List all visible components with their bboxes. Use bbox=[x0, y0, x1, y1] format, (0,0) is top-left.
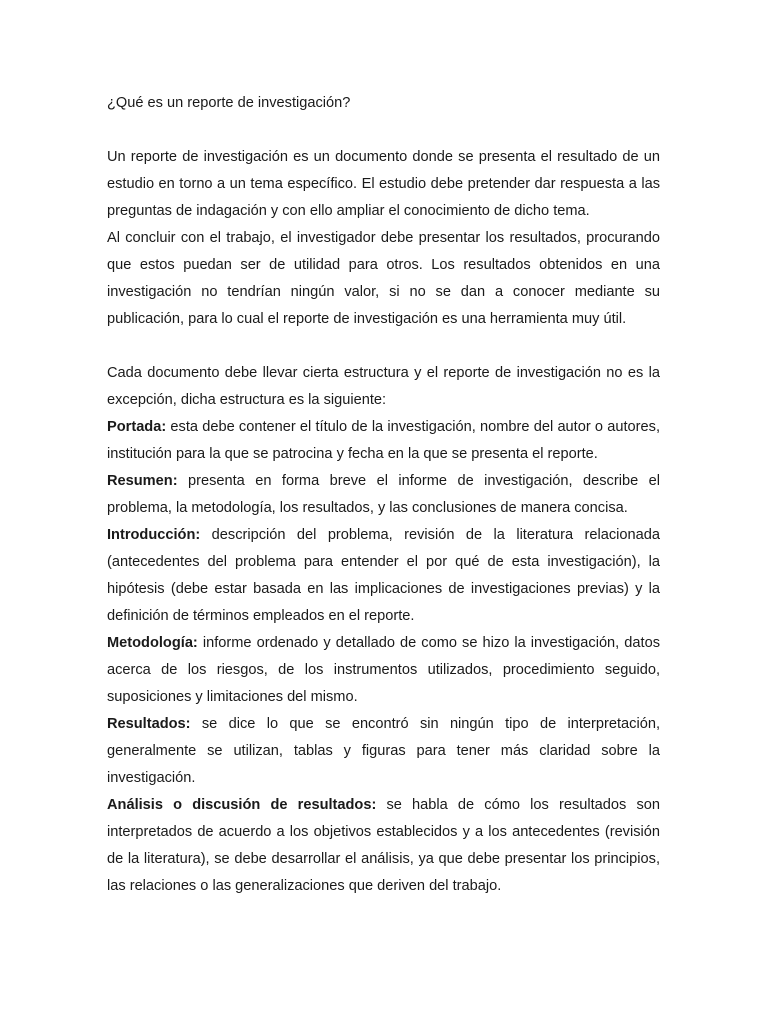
section-text: se habla de cómo los resultados son interpretados de acuerdo a los objetivos establecidos y a los antecedentes (revisión de la literatura), se debe desarrollar el análisis, ya que debe presentar los principios, las relaciones o las generalizaciones que deriven del trabajo. bbox=[107, 797, 660, 894]
section-term: Resumen: bbox=[107, 473, 178, 489]
document-page bbox=[107, 90, 660, 900]
section-term: Resultados: bbox=[107, 716, 191, 732]
section-term: Portada: bbox=[107, 419, 167, 435]
section-resumen bbox=[107, 468, 660, 522]
section-text: presenta en forma breve el informe de investigación, describe el problema, la metodología, los resultados, y las conclusiones de manera concisa. bbox=[107, 473, 660, 516]
section-text: se dice lo que se encontró sin ningún tipo de interpretación, generalmente se utilizan, tablas y figuras para tener más claridad sobre la investigación. bbox=[107, 716, 660, 786]
section-metodologia bbox=[107, 630, 660, 711]
section-text: descripción del problema, revisión de la literatura relacionada (antecedentes del problema para entender el por qué de esta investigación), la hipótesis (debe estar basada en las implicaciones de investigaciones previas) y la definición de términos empleados en el reporte. bbox=[107, 527, 660, 624]
section-term: Metodología: bbox=[107, 635, 198, 651]
structure-intro-paragraph: Cada documento debe llevar cierta estructura y el reporte de investigación no es la excepción, dicha estructura es la siguiente: bbox=[107, 365, 660, 408]
section-analisis bbox=[107, 792, 660, 900]
section-text: informe ordenado y detallado de como se hizo la investigación, datos acerca de los riesgos, de los instrumentos utilizados, procedimiento seguido, suposiciones y limitaciones del mismo. bbox=[107, 635, 660, 705]
document-title: ¿Qué es un reporte de investigación? bbox=[107, 95, 351, 111]
intro-paragraph-1: Un reporte de investigación es un documento donde se presenta el resultado de un estudio en torno a un tema específico. El estudio debe pretender dar respuesta a las preguntas de indagación y con ello ampliar el conocimiento de dicho tema. bbox=[107, 149, 660, 219]
section-term: Introducción: bbox=[107, 527, 201, 543]
intro-paragraph-2: Al concluir con el trabajo, el investigador debe presentar los resultados, procurando que estos puedan ser de utilidad para otros. Los resultados obtenidos en una investigación no tendrían ningún valor, si no se dan a conocer mediante su publicación, para lo cual el reporte de investigación es una herramienta muy útil. bbox=[107, 230, 660, 327]
section-introduccion bbox=[107, 522, 660, 630]
section-resultados bbox=[107, 711, 660, 792]
section-portada bbox=[107, 414, 660, 468]
section-text: esta debe contener el título de la investigación, nombre del autor o autores, institución para la que se patrocina y fecha en la que se presenta el reporte. bbox=[107, 419, 660, 462]
section-term: Análisis o discusión de resultados: bbox=[107, 797, 377, 813]
